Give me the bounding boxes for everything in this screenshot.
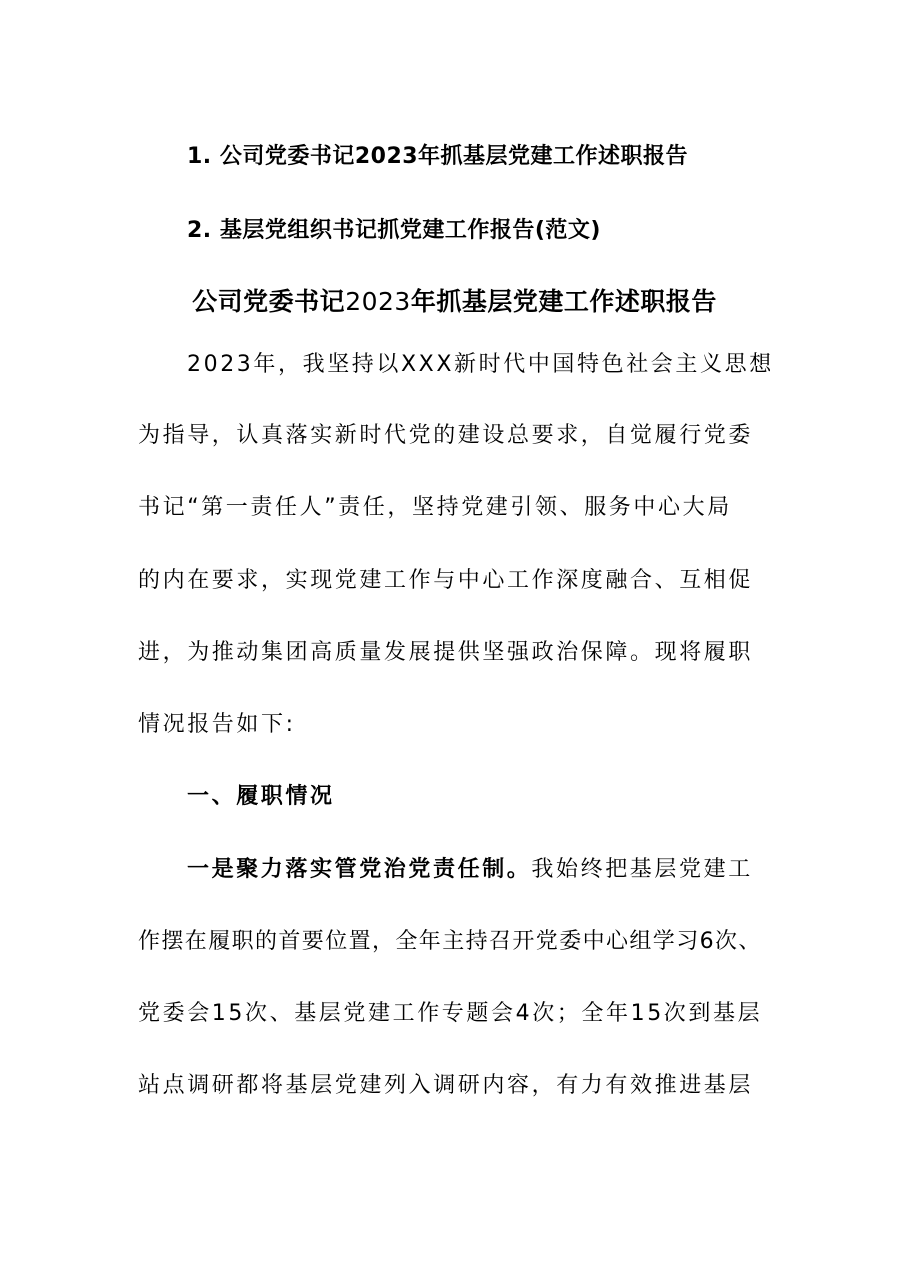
section-line-3: 党委会15次、基层党建工作专题会4次；全年15次到基层 bbox=[138, 1001, 763, 1026]
title-part2: 年抓基层党建工作述职报告 bbox=[410, 287, 717, 316]
toc-item-2[interactable]: 2. 基层党组织书记抓党建工作报告(范文) bbox=[187, 218, 601, 243]
section-lead-bold: 一是聚力落实管党治党责任制。 bbox=[187, 857, 532, 882]
section-line-2: 作摆在履职的首要位置，全年主持召开党委中心组学习6次、 bbox=[138, 929, 762, 954]
title-year: 2023 bbox=[345, 287, 411, 316]
intro-line-5: 进，为推动集团高质量发展提供坚强政治保障。现将履职 bbox=[138, 640, 754, 665]
intro-line-6: 情况报告如下: bbox=[138, 712, 296, 737]
section-line-4: 站点调研都将基层党建列入调研内容，有力有效推进基层 bbox=[138, 1073, 754, 1098]
intro-line-2: 为指导，认真落实新时代党的建设总要求，自觉履行党委 bbox=[138, 423, 754, 448]
title-part1: 公司党委书记 bbox=[192, 287, 346, 316]
section-heading: 一、履职情况 bbox=[187, 784, 335, 809]
toc-item-1[interactable]: 1. 公司党委书记2023年抓基层党建工作述职报告 bbox=[187, 144, 689, 169]
intro-line-3: 书记“第一责任人”责任，坚持党建引领、服务中心大局 bbox=[138, 495, 732, 520]
section-line-1 bbox=[187, 855, 753, 885]
intro-line-1: 2023年，我坚持以XXX新时代中国特色社会主义思想 bbox=[187, 352, 774, 377]
document-title bbox=[0, 285, 909, 319]
section-lead-rest: 我始终把基层党建工 bbox=[531, 857, 753, 882]
intro-line-4: 的内在要求，实现党建工作与中心工作深度融合、互相促 bbox=[138, 568, 754, 593]
